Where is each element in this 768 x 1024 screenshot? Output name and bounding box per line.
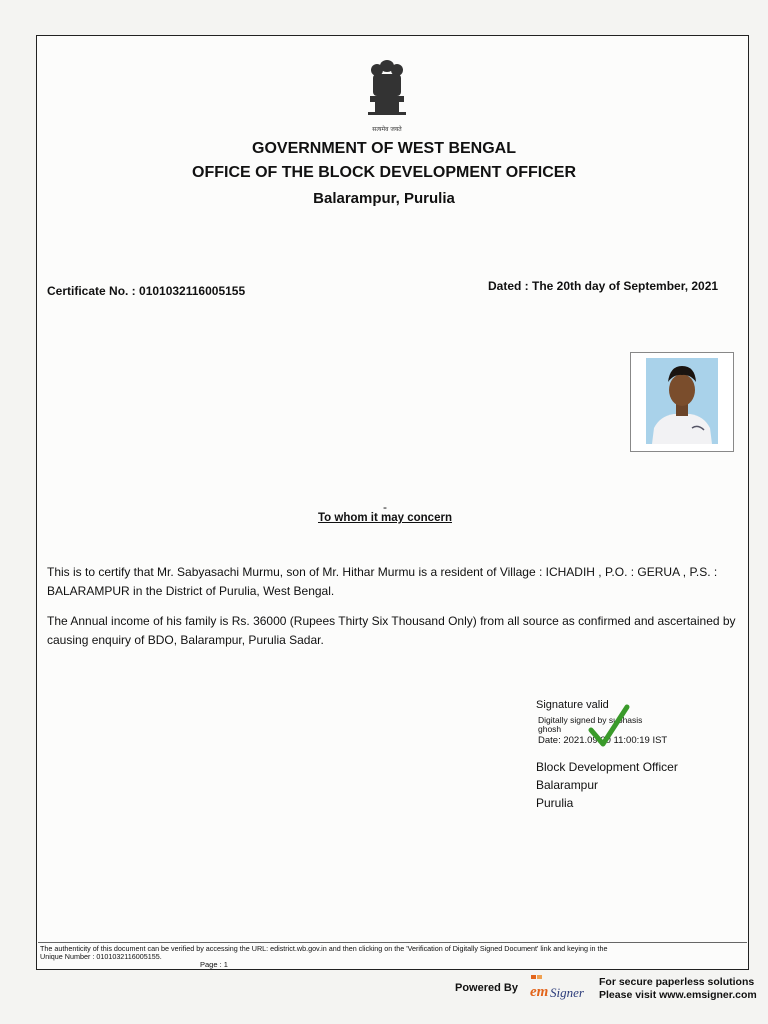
officer-place: Balarampur xyxy=(536,778,599,792)
ashoka-emblem-icon xyxy=(362,56,412,136)
certificate-number: Certificate No. : 0101032116005155 xyxy=(47,284,246,298)
signature-date: Date: 2021.09.20 11:00:19 IST xyxy=(538,735,668,746)
emsigner-tagline-1: For secure paperless solutions xyxy=(599,976,755,988)
signature-signer-cont: ghosh xyxy=(538,724,562,734)
emsigner-tagline-2: Please visit www.emsigner.com xyxy=(599,989,757,1001)
powered-by-label: Powered By xyxy=(455,982,518,994)
svg-text:Signer: Signer xyxy=(550,985,584,1000)
emsigner-tagline xyxy=(599,976,757,1002)
office-location: Balarampur, Purulia xyxy=(313,190,455,207)
applicant-photo xyxy=(646,358,718,444)
office-title: OFFICE OF THE BLOCK DEVELOPMENT OFFICER xyxy=(192,164,576,181)
salutation: To whom it may concern xyxy=(318,512,452,524)
officer-block xyxy=(536,758,678,812)
signature-valid-check-icon xyxy=(588,702,630,750)
officer-title: Block Development Officer xyxy=(536,760,678,774)
emsigner-logo xyxy=(528,972,594,1002)
unique-number: Unique Number : 0101032116005155. xyxy=(40,952,162,961)
officer-district: Purulia xyxy=(536,796,574,810)
dash-mark: - xyxy=(383,500,387,514)
income-paragraph: The Annual income of his family is Rs. 36000 (Rupees Thirty Six Thousand Only) from all source as confirmed and ascertained by causing enquiry of BDO, Balarampur, Purulia Sadar. xyxy=(47,614,736,647)
verification-note: The authenticity of this document can be verified by accessing the URL: edistrict.wb.gov.in and then clicking on the 'Verification of Digitally Signed Document' link and keying in the xyxy=(40,944,608,953)
government-title: GOVERNMENT OF WEST BENGAL xyxy=(252,140,516,157)
footer-divider xyxy=(38,942,747,943)
signature-status: Signature valid xyxy=(536,699,609,711)
issue-date: Dated : The 20th day of September, 2021 xyxy=(488,279,719,293)
signature-signer: Digitally signed by subhasis xyxy=(538,715,643,725)
page-number: Page : 1 xyxy=(200,960,228,969)
svg-text:em: em xyxy=(530,984,549,1000)
residence-paragraph: This is to certify that Mr. Sabyasachi Murmu, son of Mr. Hithar Murmu is a resident of Village : ICHADIH , P.O. : GERUA , P.S. : BALARAMPUR in the District of Purulia, West Bengal. xyxy=(47,565,718,598)
emblem-motto: सत्यमेव जयते xyxy=(372,126,402,133)
